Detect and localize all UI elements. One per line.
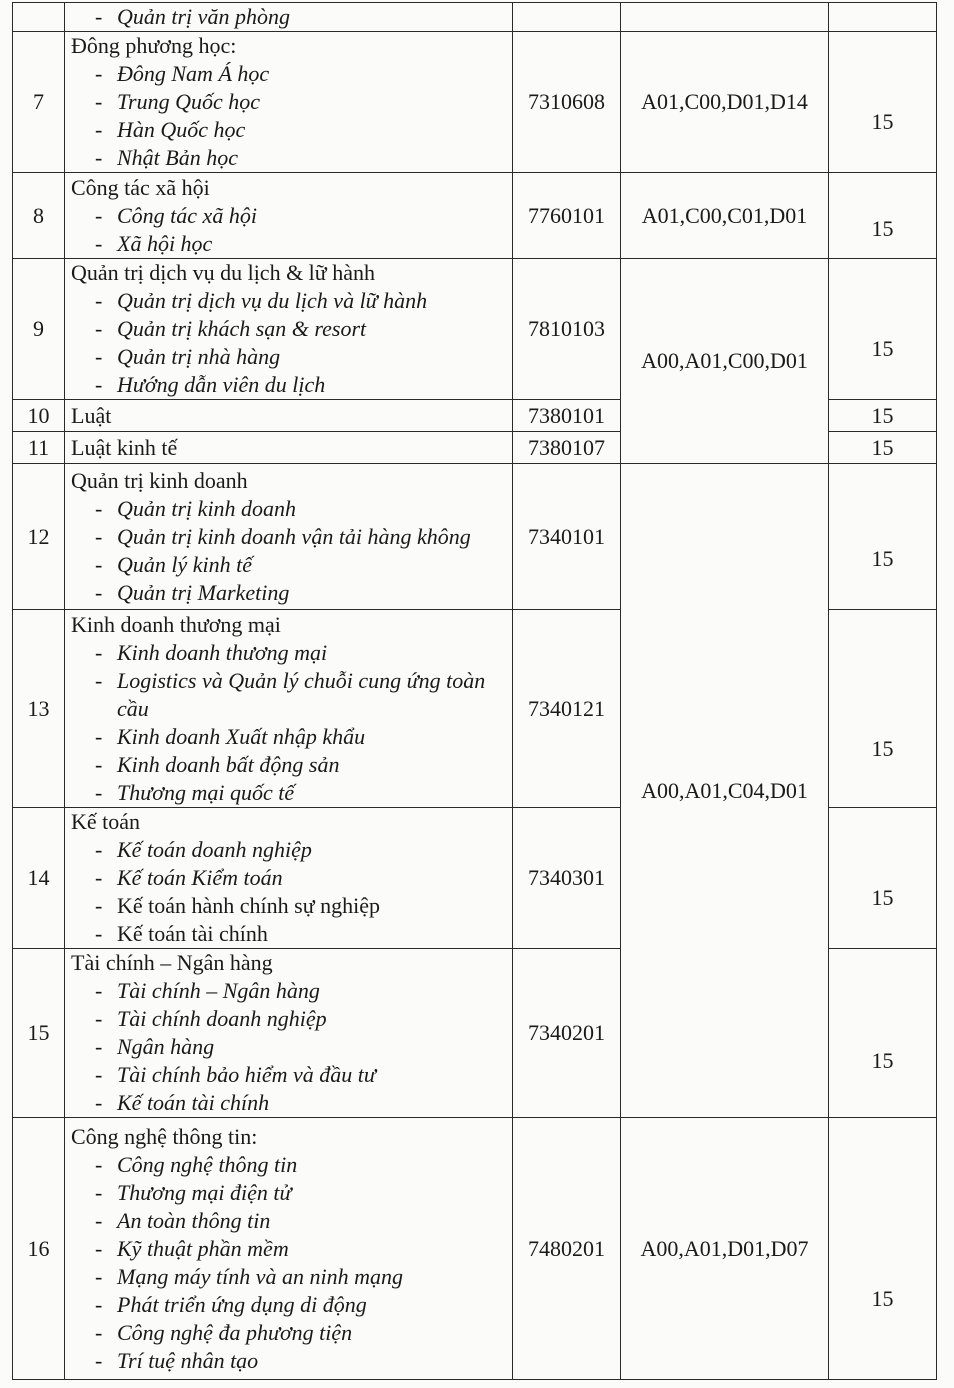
specialization: - Quản trị văn phòng	[95, 3, 508, 31]
specialization: - Tài chính – Ngân hàng	[95, 977, 508, 1005]
table-row	[13, 173, 937, 259]
specialization-list	[69, 639, 508, 807]
specialization: - Mạng máy tính và an ninh mạng	[95, 1263, 508, 1291]
specialization-list	[69, 836, 508, 948]
specialization: - Trung Quốc học	[95, 88, 508, 116]
quota: 15	[829, 808, 937, 949]
quota: 15	[829, 610, 937, 808]
table-row	[13, 32, 937, 173]
major-name: Quản trị kinh doanh	[71, 467, 248, 493]
major-cell	[65, 949, 513, 1118]
specialization: - Công tác xã hội	[95, 202, 508, 230]
specialization: - Công nghệ thông tin	[95, 1151, 508, 1179]
major-name: Quản trị dịch vụ du lịch & lữ hành	[71, 260, 375, 285]
specialization: - Kế toán tài chính	[95, 920, 508, 948]
row-number: 8	[13, 173, 65, 259]
major-code: 7340101	[513, 464, 621, 610]
row-number: 15	[13, 949, 65, 1118]
subject-combination: A00,A01,C00,D01	[621, 259, 829, 464]
specialization: - Nhật Bản học	[95, 144, 508, 172]
major-cell	[65, 432, 513, 464]
quota: 15	[829, 432, 937, 464]
major-cell	[65, 400, 513, 432]
row-number: 12	[13, 464, 65, 610]
quota: 15	[829, 400, 937, 432]
specialization: - Đông Nam Á học	[95, 60, 508, 88]
table-row	[13, 1118, 937, 1380]
specialization: - Logistics và Quản lý chuỗi cung ứng toàn cầu	[95, 667, 508, 723]
major-code: 7340201	[513, 949, 621, 1118]
specialization: - An toàn thông tin	[95, 1207, 508, 1235]
specialization: - Thương mại điện tử	[95, 1179, 508, 1207]
specialization-list	[69, 202, 508, 258]
table-row	[13, 259, 937, 400]
specialization: - Kế toán Kiểm toán	[95, 864, 508, 892]
specialization: - Xã hội học	[95, 230, 508, 258]
specialization: - Trí tuệ nhân tạo	[95, 1347, 508, 1375]
specialization-list	[69, 977, 508, 1117]
admissions-table	[12, 2, 937, 1380]
major-name: Công nghệ thông tin:	[71, 1123, 258, 1149]
specialization: - Kế toán hành chính sự nghiệp	[95, 892, 508, 920]
row-number: 7	[13, 32, 65, 173]
specialization: - Kế toán tài chính	[95, 1089, 508, 1117]
specialization: - Quản trị dịch vụ du lịch và lữ hành	[95, 287, 508, 315]
major-code: 7340121	[513, 610, 621, 808]
specialization: - Quản trị kinh doanh	[95, 495, 508, 523]
row-number: 16	[13, 1118, 65, 1380]
subject-combination: A00,A01,D01,D07	[621, 1118, 829, 1380]
specialization: - Kinh doanh Xuất nhập khẩu	[95, 723, 508, 751]
specialization: - Công nghệ đa phương tiện	[95, 1319, 508, 1347]
major-cell	[65, 259, 513, 400]
quota: 15	[829, 1118, 937, 1380]
major-cell	[65, 464, 513, 610]
specialization: - Kinh doanh bất động sản	[95, 751, 508, 779]
major-cell	[65, 32, 513, 173]
specialization: - Quản lý kinh tế	[95, 551, 508, 579]
major-code	[513, 3, 621, 32]
specialization: - Kỹ thuật phần mềm	[95, 1235, 508, 1263]
specialization-list	[69, 1151, 508, 1375]
major-code: 7480201	[513, 1118, 621, 1380]
specialization: - Kế toán doanh nghiệp	[95, 836, 508, 864]
specialization: - Quản trị khách sạn & resort	[95, 315, 508, 343]
subject-combination: A01,C00,C01,D01	[621, 173, 829, 259]
major-cell	[65, 808, 513, 949]
specialization-list	[69, 495, 508, 607]
quota: 15	[829, 949, 937, 1118]
major-name: Công tác xã hội	[71, 174, 210, 200]
specialization: - Quản trị kinh doanh vận tải hàng không	[95, 523, 508, 551]
major-code: 7380101	[513, 400, 621, 432]
specialization: - Hàn Quốc học	[95, 116, 508, 144]
row-number: 14	[13, 808, 65, 949]
major-code: 7310608	[513, 32, 621, 173]
subject-combination: A00,A01,C04,D01	[621, 464, 829, 1118]
specialization: - Quản trị nhà hàng	[95, 343, 508, 371]
row-number: 10	[13, 400, 65, 432]
table-row	[13, 3, 937, 32]
specialization-list	[69, 3, 508, 31]
specialization: - Kinh doanh thương mại	[95, 639, 508, 667]
quota: 15	[829, 32, 937, 173]
major-name: Đông phương học:	[71, 33, 237, 58]
major-name: Luật	[71, 402, 112, 428]
row-number: 9	[13, 259, 65, 400]
specialization-list	[69, 60, 508, 172]
subject-combination: A01,C00,D01,D14	[621, 32, 829, 173]
major-cell	[65, 173, 513, 259]
quota: 15	[829, 173, 937, 259]
major-code: 7810103	[513, 259, 621, 400]
specialization: - Tài chính doanh nghiệp	[95, 1005, 508, 1033]
major-cell	[65, 610, 513, 808]
major-cell	[65, 3, 513, 32]
specialization: - Thương mại quốc tế	[95, 779, 508, 807]
row-number: 11	[13, 432, 65, 464]
major-cell	[65, 1118, 513, 1380]
major-name: Kinh doanh thương mại	[71, 611, 281, 637]
major-code: 7340301	[513, 808, 621, 949]
major-code: 7760101	[513, 173, 621, 259]
quota: 15	[829, 259, 937, 400]
specialization: - Tài chính bảo hiểm và đầu tư	[95, 1061, 508, 1089]
quota	[829, 3, 937, 32]
specialization-list	[69, 287, 508, 399]
row-number	[13, 3, 65, 32]
specialization: - Hướng dẫn viên du lịch	[95, 371, 508, 399]
major-name: Kế toán	[71, 809, 141, 834]
major-name: Luật kinh tế	[71, 434, 178, 460]
row-number: 13	[13, 610, 65, 808]
major-name: Tài chính – Ngân hàng	[71, 950, 273, 975]
subject-combination	[621, 3, 829, 32]
quota: 15	[829, 464, 937, 610]
specialization: - Ngân hàng	[95, 1033, 508, 1061]
major-code: 7380107	[513, 432, 621, 464]
specialization: - Phát triển ứng dụng di động	[95, 1291, 508, 1319]
table-row	[13, 464, 937, 610]
specialization: - Quản trị Marketing	[95, 579, 508, 607]
